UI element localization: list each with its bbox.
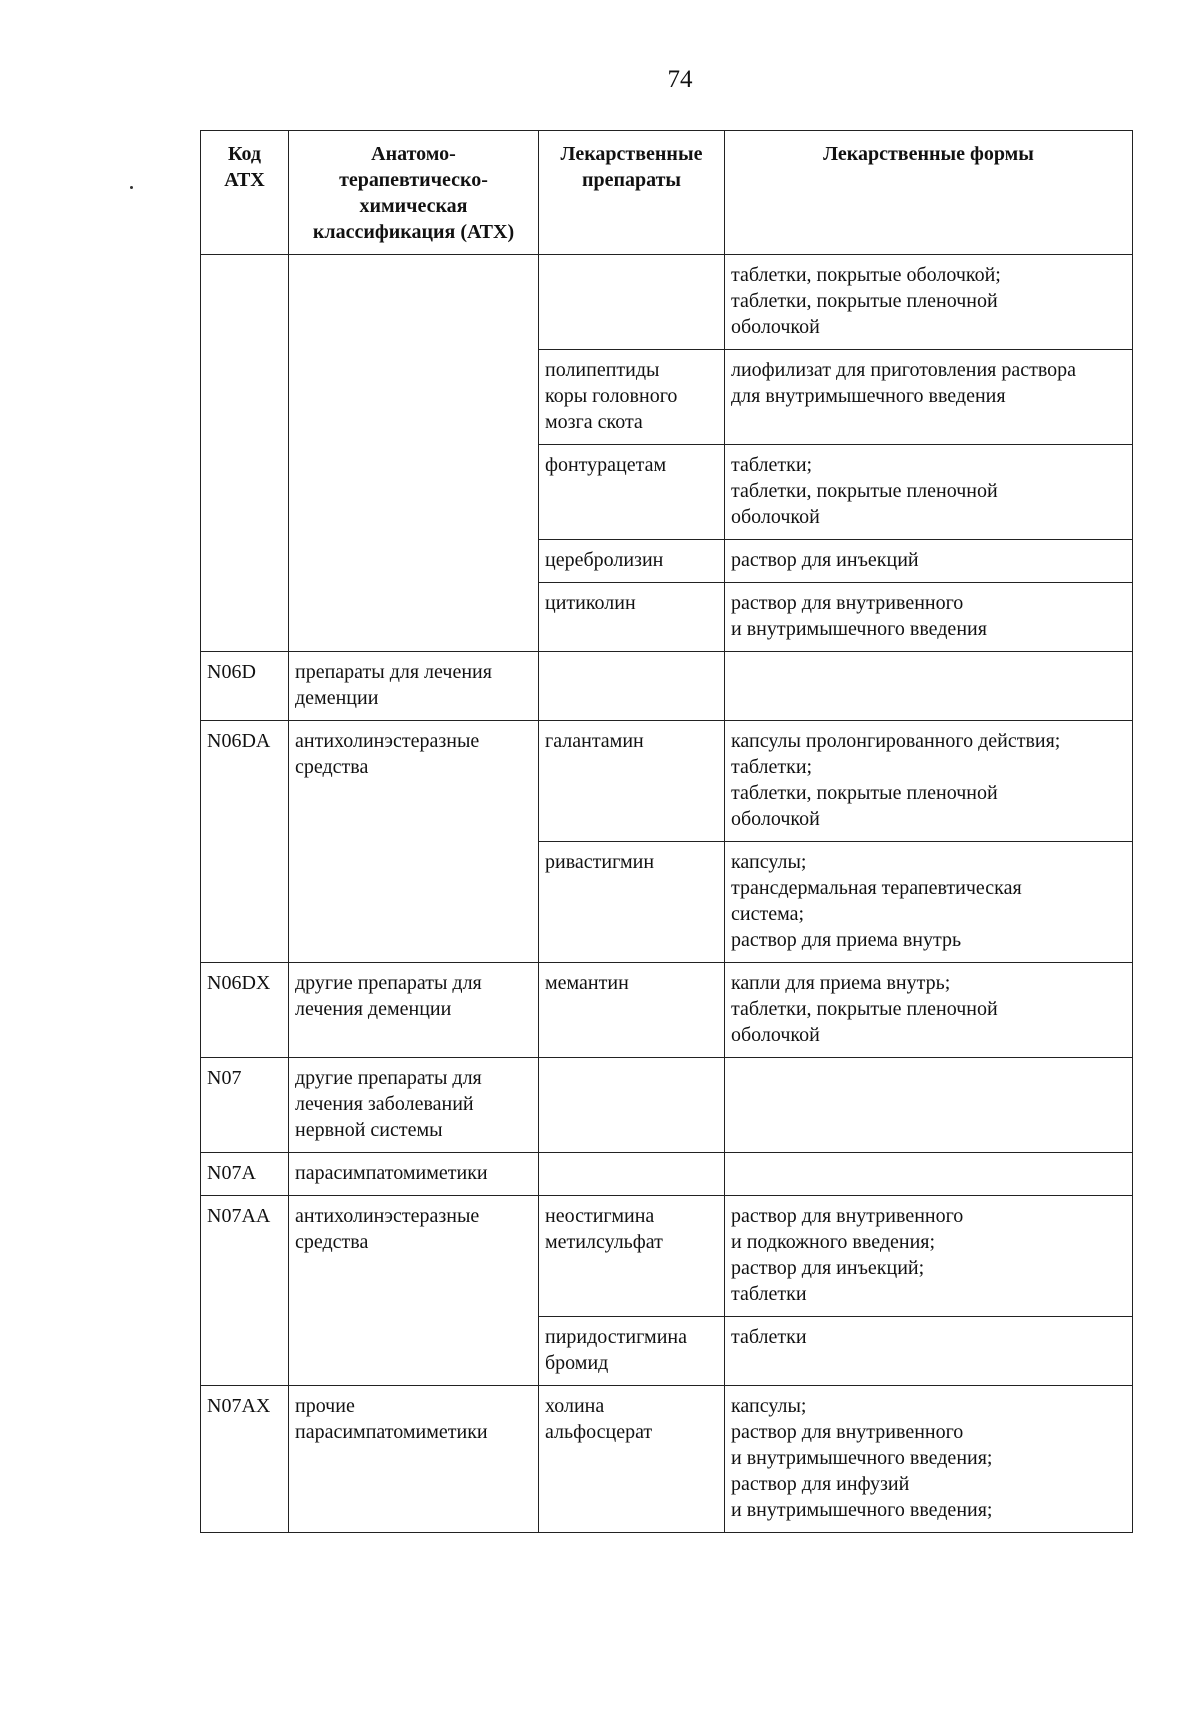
cell-code [201,255,289,652]
forms-line: раствор для инфузий [731,1473,910,1495]
header-atc-line: Анатомо- [371,143,456,165]
cell-atc [289,1196,539,1386]
cell-forms [725,1317,1133,1386]
atx-drug-table [200,130,1133,1533]
cell-drug [539,1196,725,1317]
cell-code [201,652,289,721]
cell-forms [725,1196,1133,1317]
cell-forms [725,842,1133,963]
table-row [201,1058,1133,1153]
forms-line: капли для приема внутрь; [731,972,951,994]
cell-forms [725,1153,1133,1196]
atc-line: антихолинэстеразные [295,730,480,752]
code-text: N07A [207,1162,256,1184]
cell-code [201,1386,289,1533]
forms-line: и внутримышечного введения; [731,1447,993,1469]
cell-forms [725,652,1133,721]
cell-code [201,721,289,963]
cell-drug [539,350,725,445]
atc-line: препараты для лечения [295,661,492,683]
cell-atc [289,721,539,963]
drug-line: полипептиды [545,359,660,381]
table-row [201,1196,1133,1317]
forms-line: капсулы; [731,1395,807,1417]
atc-line: средства [295,756,369,778]
atc-line: парасимпатомиметики [295,1421,488,1443]
forms-line: раствор для инъекций [731,549,919,571]
forms-line: система; [731,903,805,925]
cell-forms [725,255,1133,350]
atc-line: деменции [295,687,379,709]
code-text: N07 [207,1067,242,1089]
drug-line: галантамин [545,730,644,752]
cell-atc [289,1153,539,1196]
page-number: 74 [667,66,693,93]
cell-drug [539,1386,725,1533]
forms-line: таблетки; [731,454,813,476]
cell-atc [289,1386,539,1533]
forms-line: раствор для внутривенного [731,1421,964,1443]
header-atc-classification [289,131,539,255]
header-drugs [539,131,725,255]
cell-drug [539,540,725,583]
table-row [201,1153,1133,1196]
drug-line: мемантин [545,972,629,994]
atc-line: средства [295,1231,369,1253]
drug-line: неостигмина [545,1205,655,1227]
code-text: N06D [207,661,256,683]
drug-line: альфосцерат [545,1421,653,1443]
header-atc-line: терапевтическо- [339,169,488,191]
forms-line: таблетки, покрытые пленочной [731,998,998,1020]
drug-line: коры головного [545,385,678,407]
drug-line: бромид [545,1352,609,1374]
forms-line: оболочкой [731,1024,820,1046]
forms-line: раствор для приема внутрь [731,929,962,951]
forms-line: трансдермальная терапевтическая [731,877,1022,899]
drug-line: мозга скота [545,411,643,433]
cell-drug [539,583,725,652]
table-row [201,255,1133,350]
cell-forms [725,721,1133,842]
atc-line: антихолинэстеразные [295,1205,480,1227]
header-drugs-line: Лекарственные [560,143,703,165]
cell-forms [725,1058,1133,1153]
code-text: N07AA [207,1205,271,1227]
cell-drug [539,1153,725,1196]
drug-line: метилсульфат [545,1231,663,1253]
header-atc-line: химическая [359,195,468,217]
forms-line: оболочкой [731,506,820,528]
code-text: N07AX [207,1395,271,1417]
header-row [201,131,1133,255]
header-dosage-forms [725,131,1133,255]
drug-line: церебролизин [545,549,664,571]
forms-line: лиофилизат для приготовления раствора [731,359,1077,381]
table-row [201,1386,1133,1533]
forms-line: таблетки, покрытые оболочкой; [731,264,1001,286]
forms-line: таблетки; [731,756,813,778]
atc-line: другие препараты для [295,972,482,994]
atc-line: лечения заболеваний [295,1093,474,1115]
cell-forms [725,350,1133,445]
cell-drug [539,445,725,540]
atc-line: прочие [295,1395,355,1417]
forms-line: раствор для внутривенного [731,1205,964,1227]
header-code-line: АТХ [224,169,265,191]
cell-atc [289,963,539,1058]
header-atc-line: классификация (АТХ) [312,221,515,243]
forms-line: оболочкой [731,808,820,830]
forms-line: и внутримышечного введения; [731,1499,993,1521]
atc-line: другие препараты для [295,1067,482,1089]
header-drugs-line: препараты [581,169,682,191]
cell-forms [725,445,1133,540]
atc-line: нервной системы [295,1119,443,1141]
table-row [201,963,1133,1058]
cell-atc [289,255,539,652]
cell-drug [539,842,725,963]
cell-drug [539,1317,725,1386]
forms-line: и внутримышечного введения [731,618,987,640]
forms-line: для внутримышечного введения [731,385,1006,407]
cell-forms [725,963,1133,1058]
cell-drug [539,255,725,350]
cell-atc [289,652,539,721]
drug-line: цитиколин [545,592,636,614]
code-text: N06DA [207,730,271,752]
forms-line: таблетки, покрытые пленочной [731,480,998,502]
cell-code [201,1153,289,1196]
cell-forms [725,583,1133,652]
forms-line: капсулы; [731,851,807,873]
cell-code [201,1058,289,1153]
cell-code [201,1196,289,1386]
cell-drug [539,652,725,721]
forms-line: таблетки [731,1326,807,1348]
drug-line: пиридостигмина [545,1326,687,1348]
forms-line: капсулы пролонгированного действия; [731,730,1061,752]
forms-line: таблетки, покрытые пленочной [731,290,998,312]
table-row [201,652,1133,721]
forms-line: оболочкой [731,316,820,338]
forms-line: таблетки [731,1283,807,1305]
atc-line: парасимпатомиметики [295,1162,488,1184]
scan-speck [130,186,133,189]
drug-line: фонтурацетам [545,454,667,476]
cell-atc [289,1058,539,1153]
drug-line: ривастигмин [545,851,655,873]
header-code [201,131,289,255]
atc-line: лечения деменции [295,998,452,1020]
forms-line: раствор для внутривенного [731,592,964,614]
header-code-line: Код [227,143,262,165]
code-text: N06DX [207,972,271,994]
table-row [201,721,1133,842]
cell-drug [539,963,725,1058]
forms-line: и подкожного введения; [731,1231,936,1253]
cell-code [201,963,289,1058]
cell-drug [539,1058,725,1153]
header-forms-line: Лекарственные формы [823,143,1034,165]
cell-drug [539,721,725,842]
forms-line: таблетки, покрытые пленочной [731,782,998,804]
cell-forms [725,540,1133,583]
cell-forms [725,1386,1133,1533]
forms-line: раствор для инъекций; [731,1257,925,1279]
drug-line: холина [545,1395,605,1417]
